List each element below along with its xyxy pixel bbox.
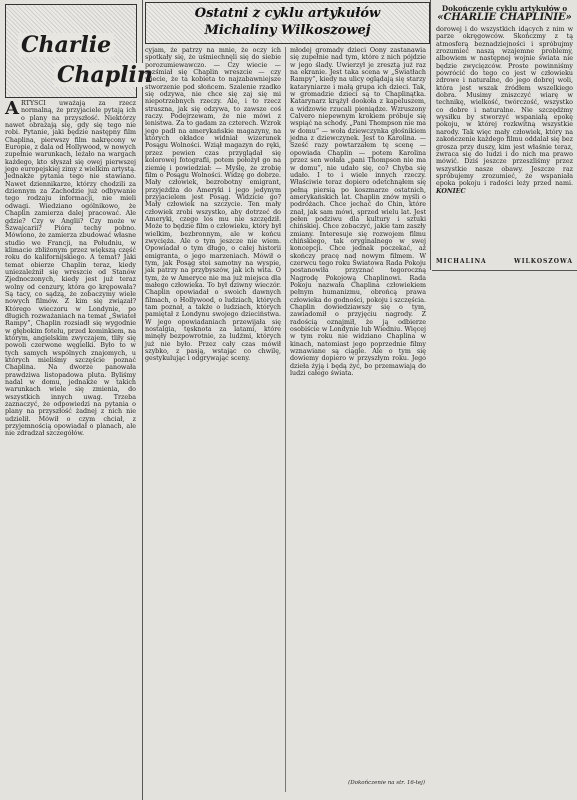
horizontal-divider: [432, 270, 577, 271]
column-divider: [430, 0, 431, 270]
middle-article-col2: młodej gromady dzieci Oony zastanawia się zupełnie nad tym, które z nich pójdzie w jego ślady. Uwierzył je zresztą już raz na ekranie. Jest taka scena w „Światłach Rampy”, kiedy na ulicy oglądają się starzy kataryniarze i małą grupa ich dzieci. Tak, w gromadzie dzieci są to Chaplinątka. Katarynarz krążył dookoła z kapeluszem, a widzowie rzucali pieniądze. Wzruszony Calvero niepewnym krokiem próbuje się wspiąć na schody. „Pani Thompson nie ma w domu” — woła dziewczynka głośnikiem jedna z dziewczynek. Jest to Karolina. — Sześć razy powtarzałem tę scenę — opowiada Chaplin — potem Karolina przez sen wołała „pani Thompson nie ma w domu”, nie udało się, co? Chyba się udało. I to i wiele innych rzeczy. Właściwie teraz dopiero odetchnąłem się pełną piersią po koszmarze ostatnich, amerykańskich lat. Chaplin znów myśli o podróżach. Chce jechać do Chin, które znał, jak sam mówi, sprzed wielu lat. Jest pełen podziwu dla kultury i sztuki chińskiej. Chce zobaczyć, jakie tam zaszły zmiany. Interesuje się rozwojem filmu chińskiego, tak oryginalnego w swej koncepcji. Chce jednak poczekać, aż skończy pracę nad nowym filmem. W czerwcu tego roku Światowa Rada Pokoju postanowiła przyznać tegoroczną Nagrodę Pokojową Chaplinowi. Rada Pokoju nazwała Chaplina człowiekiem pełnym humanizmu, obrońcą prawa człowieka do godności, pokoju i szczęścia. Chaplin dowiedziawszy się o tym, zawiadomił o przyjęciu nagrody. Z radością oznajmił, że ją odbierze osobiście w Londynie lub Wiedniu. Więcej w tym roku nie widziano Chaplina w kinach, natomiast jego poprzednie filmy wznawiane są ciągle. Ale o tym się dowiemy dopiero w przyszłym roku. Jego dzieła żyją i będą żyć, bo przemawiają do ludzi całego świata.: [290, 47, 427, 378]
middle-column: [145, 0, 428, 800]
left-column: [2, 0, 153, 800]
column-divider: [142, 0, 143, 800]
series-title-banner: [145, 2, 430, 44]
column-divider: [285, 47, 286, 792]
series-title-line2: Michaliny Wilkoszowej: [204, 23, 371, 38]
left-article-body: RTYSCI uważają za rzecz normalną, że przyjaciele pytają ich o plany na przyszłość. Niektórzy nawet obrażają się, gdy się tego nie robi. Pytanie, jaki będzie następny film Chaplina, pierwszy film nakręcony w Europie, z dala od Hollywood, w nowych zupełnie warunkach, leżało na wargach każdego, kto słyszał się owej pierwszej jego europejskiej zimy z wielkim artystą. Jednakże pytania tego nie stawiano. Nawet dziennikarze, którzy chodzili za dziennym za Zachodzie już odbywanie tego rodzaju informacji, nie mieli odwagi. Wiedziano ogólnikowo, że Chaplin zamierza dalej pracować. Ale gdzie? Czy w Anglii? Czy może w Szwajcarii? Pióra techy pobno. Mówiono, że zamierza zbudować własne studio we Francji, na Południu, w klimacie zbliżonym przez większą część roku do kalifornijskiego. A temat? Jaki temat obierze Chaplin teraz, kiedy uniezależnił się wreszcie od Stanów Zjednoczonych, kiedy jest już teraz wolny od cenzury, która go krępowała? Są tacy, co sądzą, że zobaczymy wiele nowych filmów. Z kim się związał? Którego wieczoru w Londynie, po długich rozważaniach na temat „Świateł Rampy”, Chaplin rozsiadł się wygodnie w głębokim fotelu, przed kominkiem, na którym, angielskim zwyczajem, tliły się powoli czerwone węgielki. Było to w tych samych wspólnych znajomych, u których mieliśmy szczęście poznać Chaplina. Na dworze panowała prawdziwa listopadowa pluta. Byliśmy nadal w domu, jednakże w takich warunkach wiele się zmienia, do wszystkich innych uwag. Trzeba zaznaczyć, że odpowiedzi na pytania o plany na przyszłość żadnej z nich nie udzielił. Mówił o czym chciał, z przyjemnością opowiadał o planach, ale nie zdradzał szczegółów.: [5, 100, 137, 438]
right-column: [434, 0, 575, 270]
conclusion-heading-prefix: Dokończenie cyklu artykułów o: [441, 4, 568, 13]
author-signature: [436, 258, 573, 265]
conclusion-text: [436, 26, 573, 195]
conclusion-heading: [434, 4, 575, 22]
series-title-line1: Ostatni z cyklu artykułów: [194, 6, 381, 21]
conclusion-heading-title: «CHARLIE CHAPLINIE»: [437, 12, 572, 23]
author-last-name: WILKOSZOWA: [514, 258, 573, 265]
heading-word-chaplin: Chaplin: [54, 63, 156, 87]
end-mark: KONIEC: [436, 187, 466, 195]
middle-article-col1: cyjam, że patrzy na mnie, że oczy ich spotkały się, że uśmiechnęli się do siebie porozumiewawczo. — Czy wiecie — rozśmiał się Chaplin wreszcie — czy wiecie, że ta kobieta to najzabawniejsze stworzenie pod słońcem. Szalenie rzadko się odzywa, nie chce się zaj się mi niepotrzebnych rzeczy. Ale, i to rzecz straszna, jak się odzywa, to zawsze coś raczy. Podejrzewam, że nie mówi z lenistwa. Za to gadam za czterech. Wzrok jego padł na amerykańskie magazyny, na których okładce widniał wizerunek Posągu Wolności. Wziął magazyn do ręki, przez pewien czas przyglądał się kolorowej fotografii, potem położył go na ziemię i powiedział: — Myślę, że zrobię film o Posągu Wolności. Widzę go dobrze. Mały człowiek, bezrobotny emigrant, przyjeżdża do Ameryki i jego jedynym przyjacielem jest Posąg. Widzicie go? Mały człowiek na szczycie. Ten mały człowiek zrobi wszystko, aby dotrzeć do Ameryki, czego los mu nie szczędził. Może to będzie film o człowieku, który był wielkim, bezbronnym, ale w końcu zwycięża. Ale o tym jeszcze nie wiem. Opowiadał o tym długo, o całej historii emigranta, o jego marzeniach. Mówił o tym, jak Posąg stoi samotny na wyspie, jak patrzy na przybyszów, jak ich wita. O tym, że w Ameryce nie ma już miejsca dla małego człowieka. To był dziwny wieczór. Chaplin opowiadał o swoich dawnych filmach, o Hollywood, o ludziach, których tam poznał, a także o ludziach, których pamiętał z Londynu swojego dzieciństwa. W jego opowiadaniach przewijała się nostalgia, tęsknota za latami, które minęły bezpowrotnie, za ludźmi, których już nie było. Przez cały czas mówił szybko, z pasją, wstając co chwilę, gestykulując i odgrywając sceny.: [145, 47, 281, 363]
charlie-chaplin-heading: [5, 4, 153, 98]
left-article-text: [5, 100, 136, 438]
heading-word-charlie: Charlie: [18, 33, 114, 57]
continuation-note: (Dokończenie na str. 16-tej): [348, 780, 425, 786]
author-first-name: MICHALINA: [436, 258, 487, 265]
conclusion-body: dorowej i do wszystkich idących z nim w parze okręgowców. Skończmy z tą atmosferą beznadziejności i spróbujmy zrozumieć naszą wzajemne problemy, albowiem w następnej wojnie świata nie będzie zwycięzców. Proste powinniśmy powrócić do tego co jest w człowieku zdrowe i naturalne, do jego dobrej woli, która jest wszak źródłem wszelkiego dobra. Musimy zniszczyć wiarę w technikę, wielkość, twórczość, wszystko co dobre i naturalne. Nie szczędźmy wysiłku by stworzyć wspaniałą epokę pokoju, w której rozkwitną wszystkie narody. Tak więc mały człowiek, który na zakończenie każdego filmu oddalał się bez grosza przy duszy, kim jest właśnie teraz, zwraca się do ludzi i do nich ma prawo mówić. Dziś jeszcze przeszliśmy przez wszystkie nasze obawy. Jeszcze raz spróbujemy zrozumieć, że wspaniała epoka pokoju i radości leży przed nami.: [436, 26, 573, 188]
drop-cap: A: [5, 98, 19, 119]
